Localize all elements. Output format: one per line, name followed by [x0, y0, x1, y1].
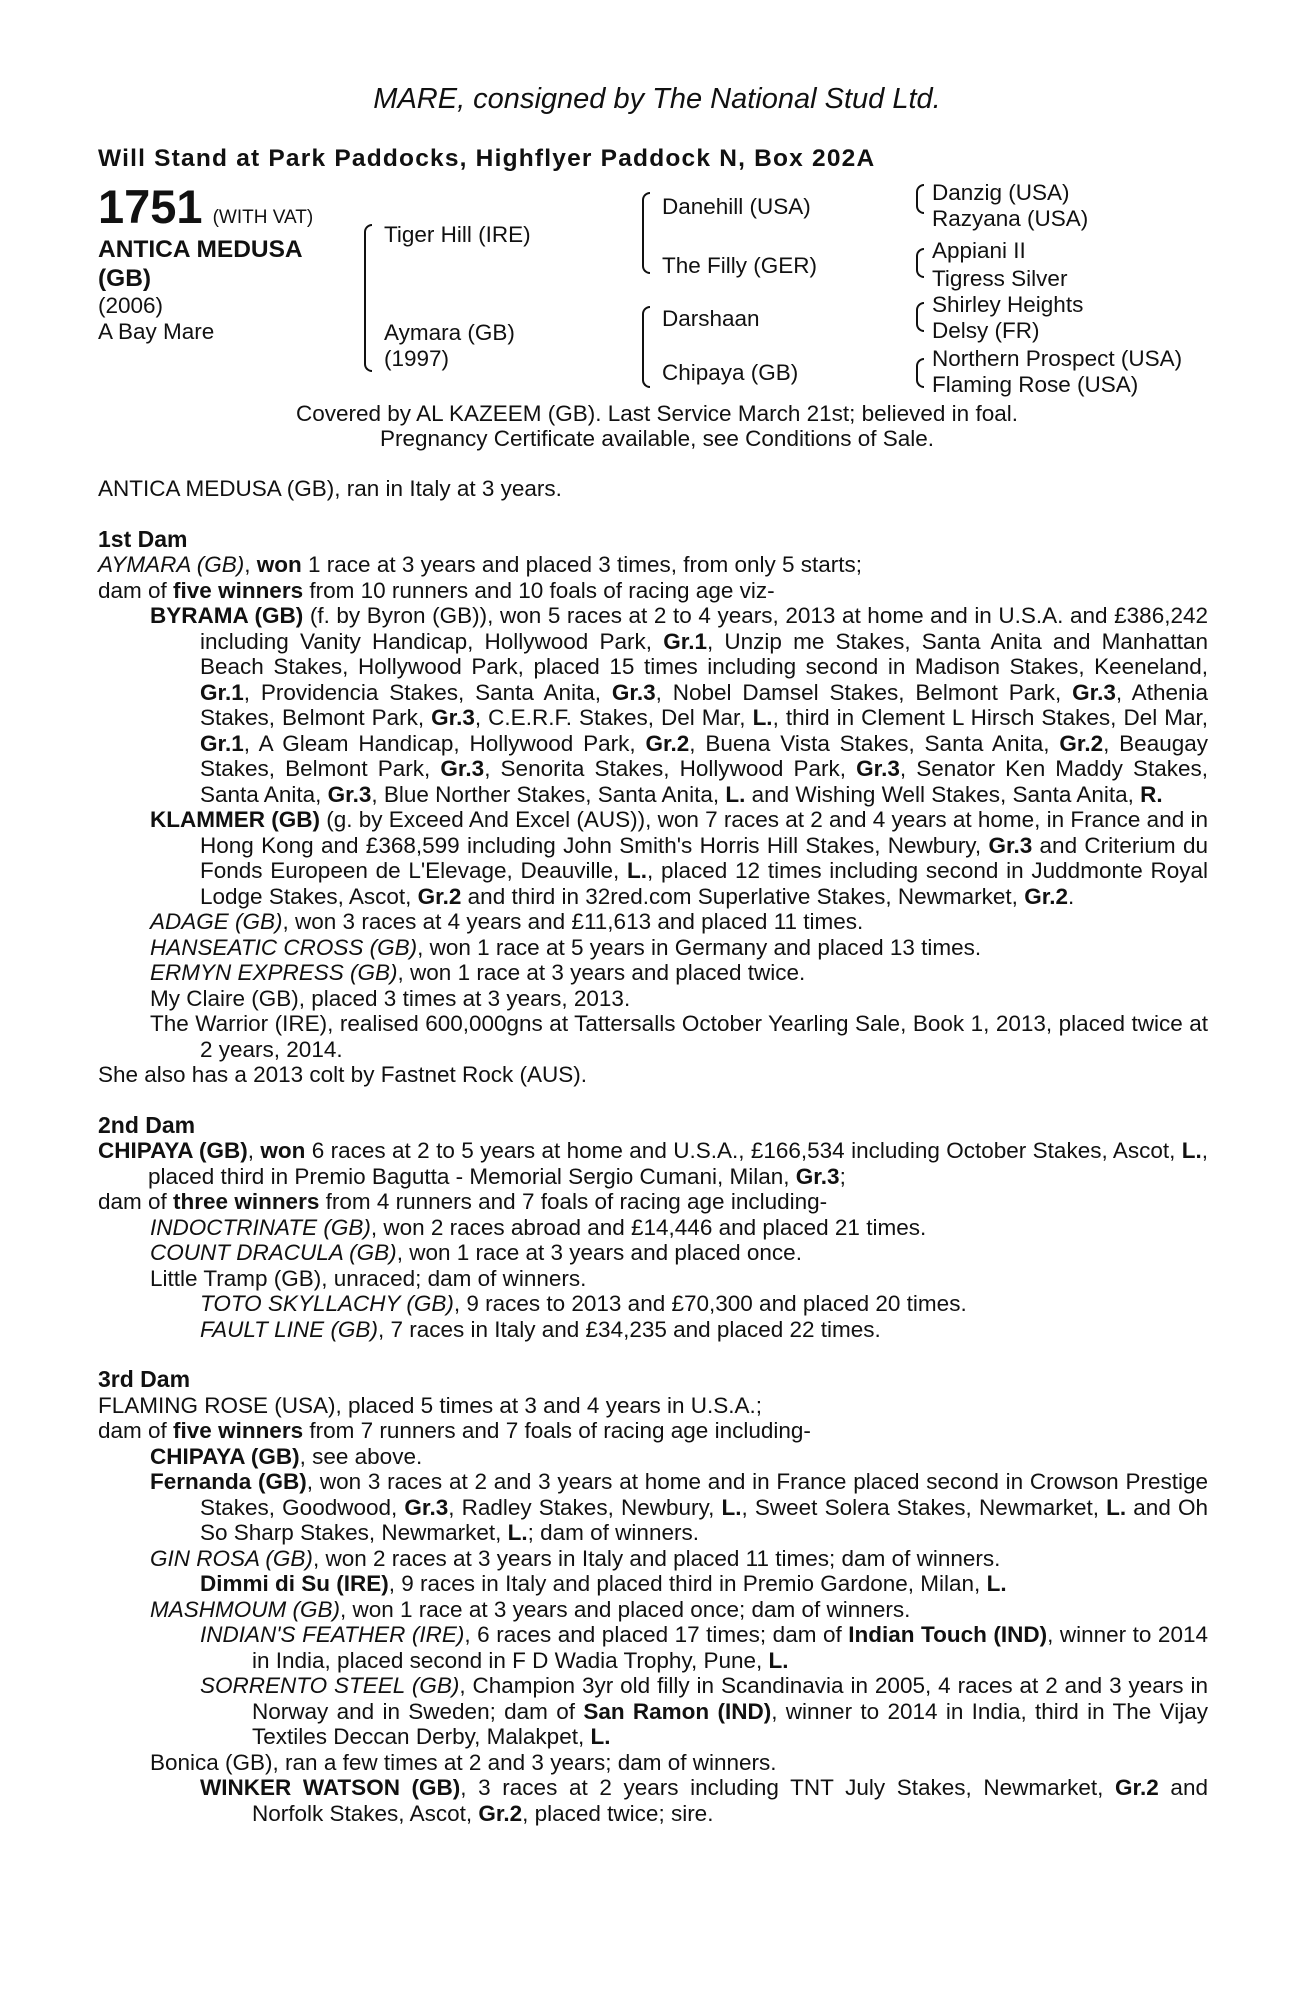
- pedigree-sire: Tiger Hill (IRE): [384, 222, 531, 247]
- brace-sire-sire: [642, 192, 650, 234]
- stand-location: Will Stand at Park Paddocks, Highflyer Paddock N, Box 202A: [98, 145, 876, 172]
- progeny-hanseatic: HANSEATIC CROSS (GB), won 1 race at 5 years in Germany and placed 13 times.: [150, 934, 982, 960]
- progeny-sorrento-steel: SORRENTO STEEL (GB), Champion 3yr old filly in Scandinavia in 2005, 4 races at 2 and 3 years in Norway and in Sweden; dam of San Ramon (IND), winner to 2014 in India, third in The Vijay Textiles Deccan Derby, Malakpet, L.: [200, 1673, 1208, 1749]
- second-dam-heading: 2nd Dam: [98, 1111, 196, 1138]
- third-dam-line1: FLAMING ROSE (USA), placed 5 times at 3 and 4 years in U.S.A.;: [98, 1392, 762, 1418]
- brace-sire-dam: [642, 232, 650, 274]
- third-dam-heading: 3rd Dam: [98, 1366, 191, 1392]
- pedigree-dam-sire: Darshaan: [662, 306, 760, 331]
- progeny-winker-watson: WINKER WATSON (GB), 3 races at 2 years including TNT July Stakes, Newmarket, Gr.2 and Norfolk Stakes, Ascot, Gr.2, placed twice; sire.: [200, 1775, 1208, 1826]
- covered-line1: Covered by AL KAZEEM (GB). Last Service March 21st; believed in foal.: [296, 401, 1018, 426]
- pedigree-g3: Appiani II: [932, 238, 1026, 263]
- pedigree-g1: Danzig (USA): [932, 180, 1070, 205]
- lot-number: 1751: [98, 180, 203, 233]
- progeny-indians-feather: INDIAN'S FEATHER (IRE), 6 races and placed 17 times; dam of Indian Touch (IND), winner to 2014 in India, placed second in F D Wadia Trophy, Pune, L.: [200, 1622, 1208, 1673]
- progeny-dimmi: Dimmi di Su (IRE), 9 races in Italy and placed third in Premio Gardone, Milan, L.: [200, 1571, 1007, 1596]
- first-dam-line1: AYMARA (GB), won 1 race at 3 years and placed 3 times, from only 5 starts;: [98, 552, 863, 577]
- pedigree-sire-dam: The Filly (GER): [662, 253, 818, 278]
- pedigree-g6: Delsy (FR): [932, 318, 1040, 343]
- pedigree-g7: Northern Prospect (USA): [932, 346, 1183, 371]
- catalogue-title: MARE, consigned by The National Stud Ltd.: [373, 83, 941, 115]
- progeny-ermyn: ERMYN EXPRESS (GB), won 1 race at 3 years and placed twice.: [150, 960, 806, 985]
- second-dam-chipaya: CHIPAYA (GB), won 6 races at 2 to 5 years at home and U.S.A., £166,534 including October Stakes, Ascot, L., placed third in Premio Bagutta - Memorial Sergio Cumani, Milan, Gr.3;: [98, 1138, 1209, 1189]
- second-dam-of: dam of three winners from 4 runners and 7 foals of racing age including-: [98, 1189, 828, 1214]
- lot-line: [98, 180, 314, 233]
- progeny-fernanda: Fernanda (GB), won 3 races at 2 and 3 years at home and in France placed second in Crowson Prestige Stakes, Goodwood, Gr.3, Radley Stakes, Newbury, L., Sweet Solera Stakes, Newmarket, L. and Oh So Sharp Stakes, Newmarket, L.; dam of winners.: [150, 1469, 1209, 1545]
- first-dam-heading: 1st Dam: [98, 525, 188, 552]
- progeny-indoctrinate: INDOCTRINATE (GB), won 2 races abroad and £14,446 and placed 21 times.: [150, 1214, 927, 1240]
- brace-sire: [364, 224, 372, 302]
- progeny-bonica: Bonica (GB), ran a few times at 2 and 3 years; dam of winners.: [150, 1749, 777, 1775]
- brace-g4: [916, 262, 924, 278]
- pedigree-dam-dam: Chipaya (GB): [662, 360, 799, 385]
- progeny-fault-line: FAULT LINE (GB), 7 races in Italy and £34,235 and placed 22 times.: [200, 1316, 881, 1342]
- horse-name-line2: (GB): [98, 265, 152, 292]
- brace-dam-dam: [642, 346, 650, 388]
- pedigree-dam-year: (1997): [384, 346, 450, 371]
- progeny-byrama: BYRAMA (GB) (f. by Byron (GB)), won 5 races at 2 to 4 years, 2013 at home and in U.S.A. and £386,242 including Vanity Handicap, Hollywood Park, Gr.1, Unzip me Stakes, Santa Anita and Manhattan Beach Stakes, Hollywood Park, placed 15 times including second in Madison Stakes, Keeneland, Gr.1, Providencia Stakes, Santa Anita, Gr.3, Nobel Damsel Stakes, Belmont Park, Gr.3, Athenia Stakes, Belmont Park, Gr.3, C.E.R.F. Stakes, Del Mar, L., third in Clement L Hirsch Stakes, Del Mar, Gr.1, A Gleam Handicap, Hollywood Park, Gr.2, Buena Vista Stakes, Santa Anita, Gr.2, Beaugay Stakes, Belmont Park, Gr.3, Senorita Stakes, Hollywood Park, Gr.3, Senator Ken Maddy Stakes, Santa Anita, Gr.3, Blue Norther Stakes, Santa Anita, L. and Wishing Well Stakes, Santa Anita, R.: [150, 603, 1209, 807]
- vat-note: (WITH VAT): [212, 207, 314, 228]
- horse-name: [98, 235, 303, 293]
- progeny-warrior: The Warrior (IRE), realised 600,000gns at Tattersalls October Yearling Sale, Book 1, 2013, placed twice at 2 years, 2014.: [150, 1011, 1208, 1062]
- progeny-adage: ADAGE (GB), won 3 races at 4 years and £11,613 and placed 11 times.: [150, 909, 864, 934]
- pedigree-g8: Flaming Rose (USA): [932, 372, 1139, 397]
- progeny-chipaya: CHIPAYA (GB), see above.: [150, 1443, 423, 1469]
- progeny-mashmoum: MASHMOUM (GB), won 1 race at 3 years and placed once; dam of winners.: [150, 1596, 911, 1622]
- covered-line2: Pregnancy Certificate available, see Conditions of Sale.: [379, 426, 935, 451]
- progeny-little-tramp: Little Tramp (GB), unraced; dam of winners.: [150, 1265, 587, 1291]
- catalogue-body: [98, 476, 1208, 1826]
- horse-description: A Bay Mare: [98, 318, 215, 344]
- brace-g2: [916, 198, 924, 214]
- pedigree-dam: Aymara (GB): [384, 320, 515, 345]
- third-dam-line2: dam of five winners from 7 runners and 7 foals of racing age including-: [98, 1418, 811, 1443]
- horse-details: [98, 293, 214, 344]
- intro-text: ANTICA MEDUSA (GB), ran in Italy at 3 years.: [98, 476, 562, 501]
- first-dam-line2: dam of five winners from 10 runners and 10 foals of racing age viz-: [98, 577, 775, 603]
- brace-dam-sire: [642, 306, 650, 348]
- progeny-count-dracula: COUNT DRACULA (GB), won 1 race at 3 years and placed once.: [150, 1240, 802, 1265]
- progeny-gin-rosa: GIN ROSA (GB), won 2 races at 3 years in Italy and placed 11 times; dam of winners.: [150, 1545, 1001, 1571]
- brace-dam: [364, 300, 372, 372]
- pedigree-g4: Tigress Silver: [932, 266, 1068, 291]
- horse-year: (2006): [98, 293, 164, 318]
- progeny-my-claire: My Claire (GB), placed 3 times at 3 years, 2013.: [150, 985, 631, 1011]
- pedigree-sire-sire: Danehill (USA): [662, 194, 811, 219]
- pedigree-g5: Shirley Heights: [932, 292, 1084, 317]
- colt-note: She also has a 2013 colt by Fastnet Rock (AUS).: [98, 1062, 587, 1087]
- pedigree-g2: Razyana (USA): [932, 206, 1089, 231]
- brace-g6: [916, 316, 924, 332]
- progeny-toto: TOTO SKYLLACHY (GB), 9 races to 2013 and £70,300 and placed 20 times.: [200, 1291, 967, 1316]
- horse-name-line1: ANTICA MEDUSA: [98, 236, 303, 263]
- progeny-klammer: KLAMMER (GB) (g. by Exceed And Excel (AUS)), won 7 races at 2 and 4 years at home, in France and in Hong Kong and £368,599 including John Smith's Horris Hill Stakes, Newbury, Gr.3 and Criterium du Fonds Europeen de L'Elevage, Deauville, L., placed 12 times including second in Juddmonte Royal Lodge Stakes, Ascot, Gr.2 and third in 32red.com Superlative Stakes, Newmarket, Gr.2.: [150, 807, 1208, 909]
- brace-g8: [916, 372, 924, 388]
